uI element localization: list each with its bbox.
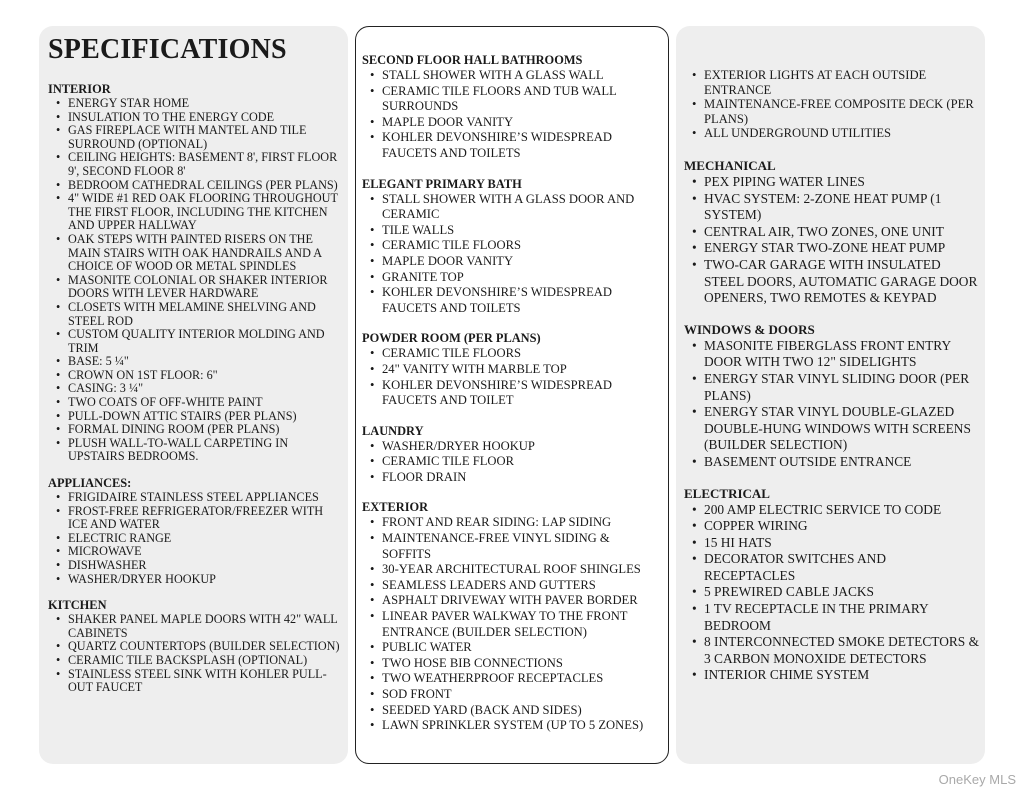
list-item: • PUBLIC WATER xyxy=(362,640,658,656)
section-heading: KITCHEN xyxy=(48,598,107,613)
left-column xyxy=(48,82,344,695)
section-windows-doors xyxy=(684,322,980,471)
list-item: • INSULATION TO THE ENERGY CODE xyxy=(48,111,344,125)
section-heading: APPLIANCES: xyxy=(48,476,132,491)
list-item: • TWO COATS OF OFF-WHITE PAINT xyxy=(48,396,344,410)
list-item: • FRONT AND REAR SIDING: LAP SIDING xyxy=(362,515,658,531)
section-interior xyxy=(48,82,344,464)
list-item: • TWO HOSE BIB CONNECTIONS xyxy=(362,656,658,672)
section-heading: EXTERIOR xyxy=(362,500,429,515)
section-heading: WINDOWS & DOORS xyxy=(684,321,815,337)
section-heading: INTERIOR xyxy=(48,82,111,96)
section-laundry xyxy=(362,424,658,486)
list-item: • QUARTZ COUNTERTOPS (BUILDER SELECTION) xyxy=(48,640,344,654)
section-mechanical xyxy=(684,158,980,307)
list-item: • CASING: 3 ¼" xyxy=(48,382,344,396)
list-item: • HVAC SYSTEM: 2-ZONE HEAT PUMP (1 SYSTEM) xyxy=(684,191,980,224)
list-item: • MICROWAVE xyxy=(48,545,344,559)
right-column-top xyxy=(684,68,980,141)
list-item: • MASONITE FIBERGLASS FRONT ENTRY DOOR WITH TWO 12" SIDELIGHTS xyxy=(684,338,980,371)
list-item: • GRANITE TOP xyxy=(362,270,658,286)
list-item: • 8 INTERCONNECTED SMOKE DETECTORS & 3 CARBON MONOXIDE DETECTORS xyxy=(684,634,980,667)
list-item: • 200 AMP ELECTRIC SERVICE TO CODE xyxy=(684,502,980,519)
list-item: • CEILING HEIGHTS: BASEMENT 8', FIRST FLOOR 9', SECOND FLOOR 8' xyxy=(48,151,344,178)
list-item: • BEDROOM CATHEDRAL CEILINGS (PER PLANS) xyxy=(48,179,344,193)
list-item: • GAS FIREPLACE WITH MANTEL AND TILE SURROUND (OPTIONAL) xyxy=(48,124,344,151)
right-column xyxy=(684,158,980,684)
list-item: • LINEAR PAVER WALKWAY TO THE FRONT ENTRANCE (BUILDER SELECTION) xyxy=(362,609,658,640)
section-second-floor-baths xyxy=(362,53,658,162)
list-item: • ELECTRIC RANGE xyxy=(48,532,344,546)
list-item: • SOD FRONT xyxy=(362,687,658,703)
list-item: • WASHER/DRYER HOOKUP xyxy=(48,573,344,587)
list-item: • TWO WEATHERPROOF RECEPTACLES xyxy=(362,671,658,687)
list-item: • 1 TV RECEPTACLE IN THE PRIMARY BEDROOM xyxy=(684,601,980,634)
page-title: SPECIFICATIONS xyxy=(48,34,287,65)
list-item: • PULL-DOWN ATTIC STAIRS (PER PLANS) xyxy=(48,410,344,424)
section-kitchen xyxy=(48,598,344,695)
list-item: • ENERGY STAR HOME xyxy=(48,97,344,111)
list-item: • MASONITE COLONIAL OR SHAKER INTERIOR DOORS WITH LEVER HARDWARE xyxy=(48,274,344,301)
list-item: • FROST-FREE REFRIGERATOR/FREEZER WITH ICE AND WATER xyxy=(48,505,344,532)
list-item: • KOHLER DEVONSHIRE’S WIDESPREAD FAUCETS AND TOILETS xyxy=(362,285,658,316)
section-heading: ELEGANT PRIMARY BATH xyxy=(362,176,522,191)
list-item: • MAPLE DOOR VANITY xyxy=(362,254,658,270)
list-item: • KOHLER DEVONSHIRE’S WIDESPREAD FAUCETS AND TOILETS xyxy=(362,130,658,161)
section-exterior xyxy=(362,500,658,733)
list-item: • FLOOR DRAIN xyxy=(362,470,658,486)
list-item: • DECORATOR SWITCHES AND RECEPTACLES xyxy=(684,551,980,584)
list-item: • CENTRAL AIR, TWO ZONES, ONE UNIT xyxy=(684,224,980,241)
section-appliances xyxy=(48,476,344,586)
list-item: • 30-YEAR ARCHITECTURAL ROOF SHINGLES xyxy=(362,562,658,578)
list-item: • CERAMIC TILE BACKSPLASH (OPTIONAL) xyxy=(48,654,344,668)
list-item: • PEX PIPING WATER LINES xyxy=(684,174,980,191)
section-primary-bath xyxy=(362,177,658,317)
list-item: • ENERGY STAR VINYL SLIDING DOOR (PER PLANS) xyxy=(684,371,980,404)
list-item: • MAINTENANCE-FREE VINYL SIDING & SOFFITS xyxy=(362,531,658,562)
list-item: • COPPER WIRING xyxy=(684,518,980,535)
list-item: • SHAKER PANEL MAPLE DOORS WITH 42" WALL CABINETS xyxy=(48,613,344,640)
list-item: • 24" VANITY WITH MARBLE TOP xyxy=(362,362,658,378)
section-heading: LAUNDRY xyxy=(362,423,424,438)
list-item: • CUSTOM QUALITY INTERIOR MOLDING AND TRIM xyxy=(48,328,344,355)
list-item: • TILE WALLS xyxy=(362,223,658,239)
center-column xyxy=(362,53,658,734)
list-item: • ENERGY STAR TWO-ZONE HEAT PUMP xyxy=(684,240,980,257)
list-item: • STALL SHOWER WITH A GLASS WALL xyxy=(362,68,658,84)
list-item: • WASHER/DRYER HOOKUP xyxy=(362,439,658,455)
list-item: • MAPLE DOOR VANITY xyxy=(362,115,658,131)
section-heading: ELECTRICAL xyxy=(684,485,770,501)
list-item: • DISHWASHER xyxy=(48,559,344,573)
list-item: • INTERIOR CHIME SYSTEM xyxy=(684,667,980,684)
list-item: • 5 PREWIRED CABLE JACKS xyxy=(684,584,980,601)
list-item: • CERAMIC TILE FLOORS xyxy=(362,346,658,362)
list-item: • FORMAL DINING ROOM (PER PLANS) xyxy=(48,423,344,437)
list-item: • BASEMENT OUTSIDE ENTRANCE xyxy=(684,454,980,471)
list-item: • CERAMIC TILE FLOORS AND TUB WALL SURROUNDS xyxy=(362,84,658,115)
list-item: • KOHLER DEVONSHIRE’S WIDESPREAD FAUCETS AND TOILET xyxy=(362,378,658,409)
list-item: • OAK STEPS WITH PAINTED RISERS ON THE MAIN STAIRS WITH OAK HANDRAILS AND A CHOICE OF WOOD OR METAL SPINDLES xyxy=(48,233,344,274)
section-electrical xyxy=(684,486,980,685)
list-item: • CROWN ON 1ST FLOOR: 6" xyxy=(48,369,344,383)
section-heading: MECHANICAL xyxy=(684,158,776,173)
list-item: • ASPHALT DRIVEWAY WITH PAVER BORDER xyxy=(362,593,658,609)
list-item: • LAWN SPRINKLER SYSTEM (UP TO 5 ZONES) xyxy=(362,718,658,734)
list-item: • SEAMLESS LEADERS AND GUTTERS xyxy=(362,578,658,594)
section-heading: POWDER ROOM (PER PLANS) xyxy=(362,331,541,346)
watermark: OneKey MLS xyxy=(938,772,1016,787)
list-item: • CERAMIC TILE FLOORS xyxy=(362,238,658,254)
list-item: • PLUSH WALL-TO-WALL CARPETING IN UPSTAIRS BEDROOMS. xyxy=(48,437,344,464)
list-item: • SEEDED YARD (BACK AND SIDES) xyxy=(362,703,658,719)
list-item: • STALL SHOWER WITH A GLASS DOOR AND CERAMIC xyxy=(362,192,658,223)
list-item: • BASE: 5 ¼" xyxy=(48,355,344,369)
list-item: • ALL UNDERGROUND UTILITIES xyxy=(684,126,980,141)
list-item: • FRIGIDAIRE STAINLESS STEEL APPLIANCES xyxy=(48,491,344,505)
list-item: • CLOSETS WITH MELAMINE SHELVING AND STEEL ROD xyxy=(48,301,344,328)
section-heading: SECOND FLOOR HALL BATHROOMS xyxy=(362,53,583,67)
list-item: • TWO-CAR GARAGE WITH INSULATED STEEL DOORS, AUTOMATIC GARAGE DOOR OPENERS, TWO REMOTES & KEYPAD xyxy=(684,257,980,307)
list-item: • STAINLESS STEEL SINK WITH KOHLER PULL-OUT FAUCET xyxy=(48,668,344,695)
list-item: • EXTERIOR LIGHTS AT EACH OUTSIDE ENTRANCE xyxy=(684,68,980,97)
list-item: • 15 HI HATS xyxy=(684,535,980,552)
section-powder-room xyxy=(362,331,658,408)
section-exterior-continued xyxy=(684,68,980,141)
list-item: • ENERGY STAR VINYL DOUBLE-GLAZED DOUBLE-HUNG WINDOWS WITH SCREENS (BUILDER SELECTION) xyxy=(684,404,980,454)
list-item: • MAINTENANCE-FREE COMPOSITE DECK (PER PLANS) xyxy=(684,97,980,126)
list-item: • CERAMIC TILE FLOOR xyxy=(362,454,658,470)
list-item: • 4" WIDE #1 RED OAK FLOORING THROUGHOUT THE FIRST FLOOR, INCLUDING THE KITCHEN AND UPPER HALLWAY xyxy=(48,192,344,233)
